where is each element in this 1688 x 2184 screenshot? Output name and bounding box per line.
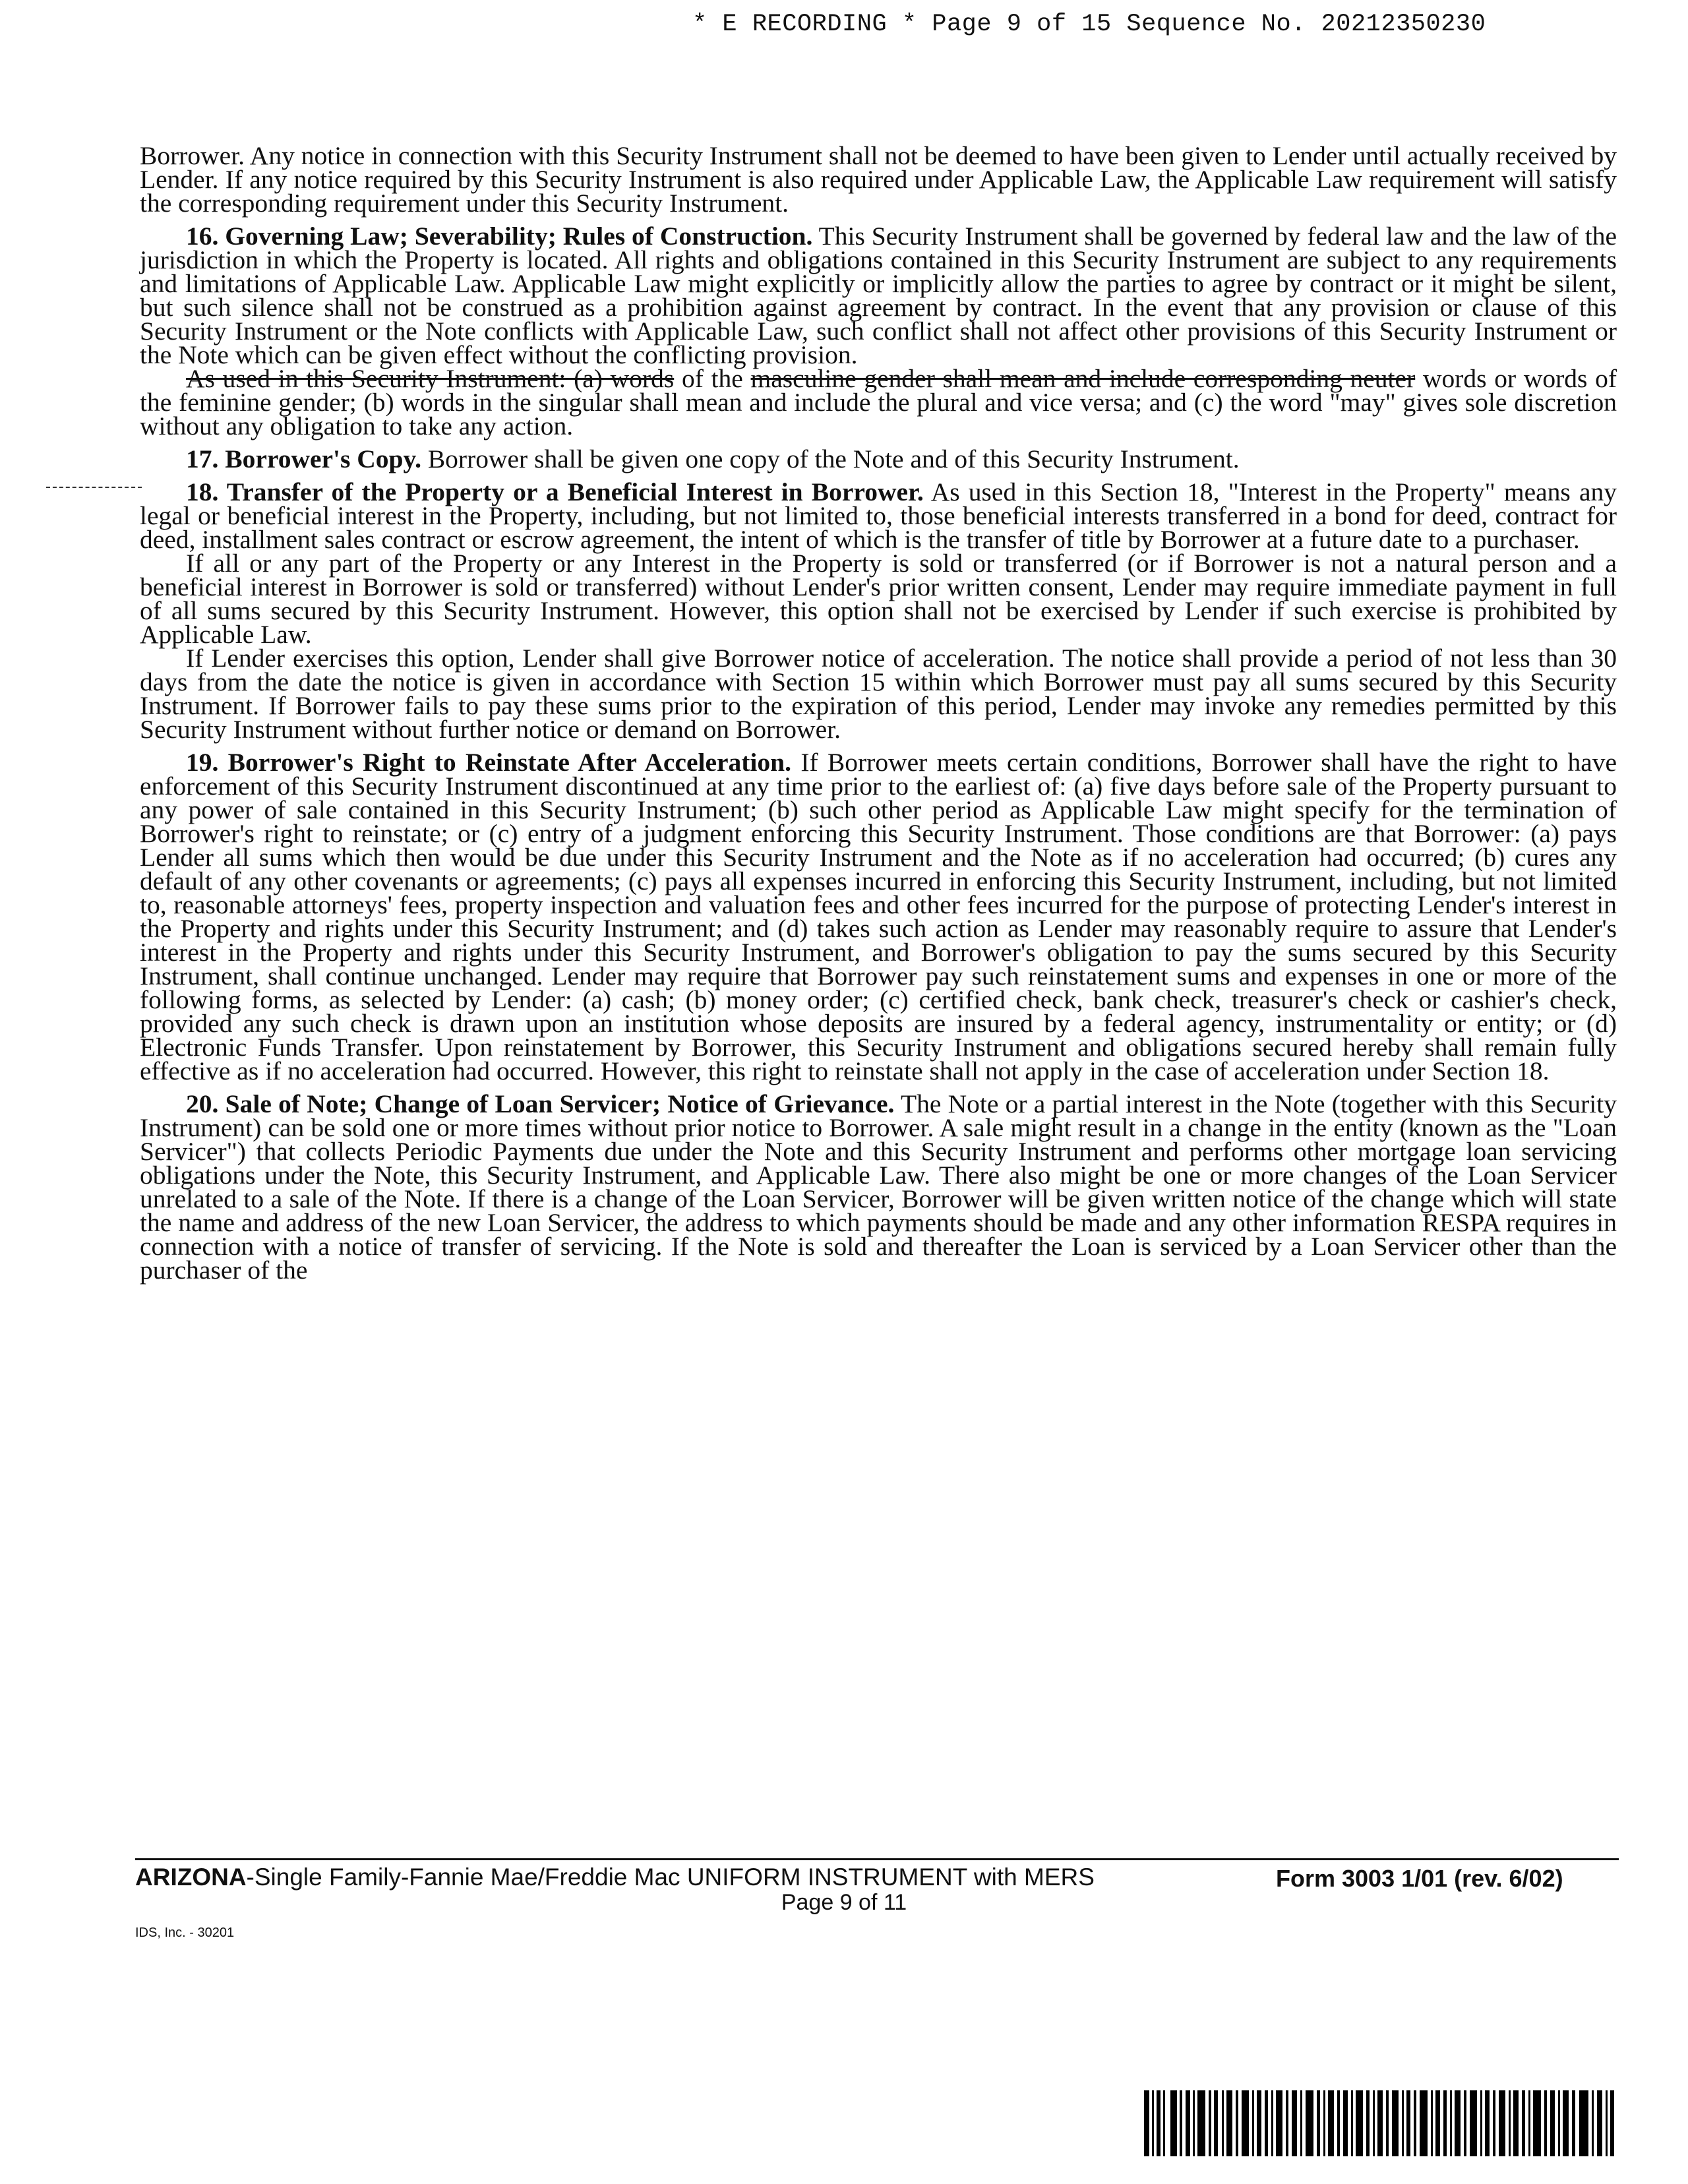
margin-strike-line	[46, 487, 142, 488]
section-18	[140, 477, 1617, 554]
intro-paragraph: Borrower. Any notice in connection with this Security Instrument shall not be deemed to have been given to Lender until actually received by Lender. If any notice required by this Security Instrument is also required under Applicable Law, the Applicable Law requirement will satisfy the corresponding requirement under this Security Instrument.	[140, 141, 1617, 218]
footer-vendor: IDS, Inc. - 30201	[135, 1926, 235, 1940]
section-18-para-2: If all or any part of the Property or any Interest in the Property is sold or transferred (or if Borrower is not a natural person and a beneficial interest in Borrower is sold or transferred) without Lender's prior written consent, Lender may require immediate payment in full of all sums secured by this Security Instrument. However, this option shall not be exercised by Lender if such exercise is prohibited by Applicable Law.	[140, 549, 1617, 649]
section-20-heading: 20. Sale of Note; Change of Loan Servicer; Notice of Grievance.	[186, 1089, 895, 1118]
section-16-mid: of the	[681, 364, 743, 393]
section-20-text: The Note or a partial interest in the Note (together with this Security Instrument) can be sold one or more times without prior notice to Borrower. A sale might result in a change in the entity (known as the "Loan Servicer") that collects Periodic Payments due under the Note and this Security Instrument and performs other mortgage loan servicing obligations under the Note, this Security Instrument, and Applicable Law. There also might be one or more changes of the Loan Servicer unrelated to a sale of the Note. If there is a change of the Loan Servicer, Borrower will be given written notice of the change which will state the name and address of the new Loan Servicer, the address to which payments should be made and any other information RESPA requires in connection with a notice of transfer of servicing. If the Note is sold and thereafter the Loan is serviced by a Loan Servicer other than the purchaser of the	[140, 1089, 1617, 1285]
section-16	[140, 224, 1617, 367]
footer-form-title	[135, 1864, 1095, 1891]
section-17	[140, 444, 1617, 473]
section-16-rest: words or words of the feminine gender; (b) words in the singular shall mean and include the plural and vice versa; and (c) the word "may" gives sole discretion without any obligation to take any action.	[140, 364, 1617, 440]
section-19-heading: 19. Borrower's Right to Reinstate After Acceleration.	[186, 748, 792, 777]
section-19	[140, 750, 1617, 1083]
section-16-heading: 16. Governing Law; Severability; Rules of Construction.	[186, 222, 813, 251]
footer-title-text: -Single Family-Fannie Mae/Freddie Mac UNIFORM INSTRUMENT with MERS	[246, 1864, 1095, 1891]
footer-page-number: Page 9 of 11	[781, 1890, 907, 1915]
section-18-para-3: If Lender exercises this option, Lender shall give Borrower notice of acceleration. The notice shall provide a period of not less than 30 days from the date the notice is given in accordance with Section 15 within which Borrower must pay all sums secured by this Security Instrument. If Borrower fails to pay these sums prior to the expiration of this period, Lender may invoke any remedies permitted by this Security Instrument without further notice or demand on Borrower.	[140, 644, 1617, 744]
footer-form-number: Form 3003 1/01 (rev. 6/02)	[1276, 1865, 1563, 1892]
barcode-image	[1144, 2090, 1615, 2156]
struck-text-a: As used in this Security Instrument: (a) words	[186, 364, 675, 393]
section-18-text: As used in this Section 18, "Interest in the Property" means any legal or beneficial interest in the Property, including, but not limited to, those beneficial interests transferred in a bond for deed, contract for deed, installment sales contract or escrow agreement, the intent of which is the transfer of title by Borrower at a future date to a purchaser.	[140, 477, 1617, 554]
section-16-rules-paragraph	[140, 364, 1617, 440]
section-17-text: Borrower shall be given one copy of the Note and of this Security Instrument.	[427, 444, 1240, 473]
struck-text-b: masculine gender shall mean and include corresponding neuter	[750, 364, 1416, 393]
section-18-heading: 18. Transfer of the Property or a Beneficial Interest in Borrower.	[186, 477, 924, 506]
footer-rule	[135, 1858, 1619, 1860]
section-16-text: This Security Instrument shall be governed by federal law and the law of the jurisdiction in which the Property is located. All rights and obligations contained in this Security Instrument are subject to any requirements and limitations of Applicable Law. Applicable Law might explicitly or implicitly allow the parties to agree by contract or it might be silent, but such silence shall not be construed as a prohibition against agreement by contract. In the event that any provision or clause of this Security Instrument or the Note conflicts with Applicable Law, such conflict shall not affect other provisions of this Security Instrument or the Note which can be given effect without the conflicting provision.	[140, 222, 1617, 369]
document-body	[140, 141, 1617, 1285]
footer-state: ARIZONA	[135, 1864, 247, 1891]
section-19-text: If Borrower meets certain conditions, Borrower shall have the right to have enforcement of this Security Instrument discontinued at any time prior to the earliest of: (a) five days before sale of the Property pursuant to any power of sale contained in this Security Instrument; (b) such other period as Applicable Law might specify for the termination of Borrower's right to reinstate; or (c) entry of a judgment enforcing this Security Instrument. Those conditions are that Borrower: (a) pays Lender all sums which then would be due under this Security Instrument and the Note as if no acceleration had occurred; (b) cures any default of any other covenants or agreements; (c) pays all expenses incurred in enforcing this Security Instrument, including, but not limited to, reasonable attorneys' fees, property inspection and valuation fees and other fees incurred for the purpose of protecting Lender's interest in the Property and rights under this Security Instrument; and (d) takes such action as Lender may reasonably require to assure that Lender's interest in the Property and rights under this Security Instrument, and Borrower's obligation to pay the sums secured by this Security Instrument, shall continue unchanged. Lender may require that Borrower pay such reinstatement sums and expenses in one or more of the following forms, as selected by Lender: (a) cash; (b) money order; (c) certified check, bank check, treasurer's check or cashier's check, provided any such check is drawn upon an institution whose deposits are insured by a federal agency, instrumentality or entity; or (d) Electronic Funds Transfer. Upon reinstatement by Borrower, this Security Instrument and obligations secured hereby shall remain fully effective as if no acceleration had occurred. However, this right to reinstate shall not apply in the case of acceleration under Section 18.	[140, 748, 1617, 1085]
recording-header: * E RECORDING * Page 9 of 15 Sequence No. 20212350230	[692, 11, 1486, 38]
section-20	[140, 1089, 1617, 1285]
section-17-heading: 17. Borrower's Copy.	[186, 444, 421, 473]
